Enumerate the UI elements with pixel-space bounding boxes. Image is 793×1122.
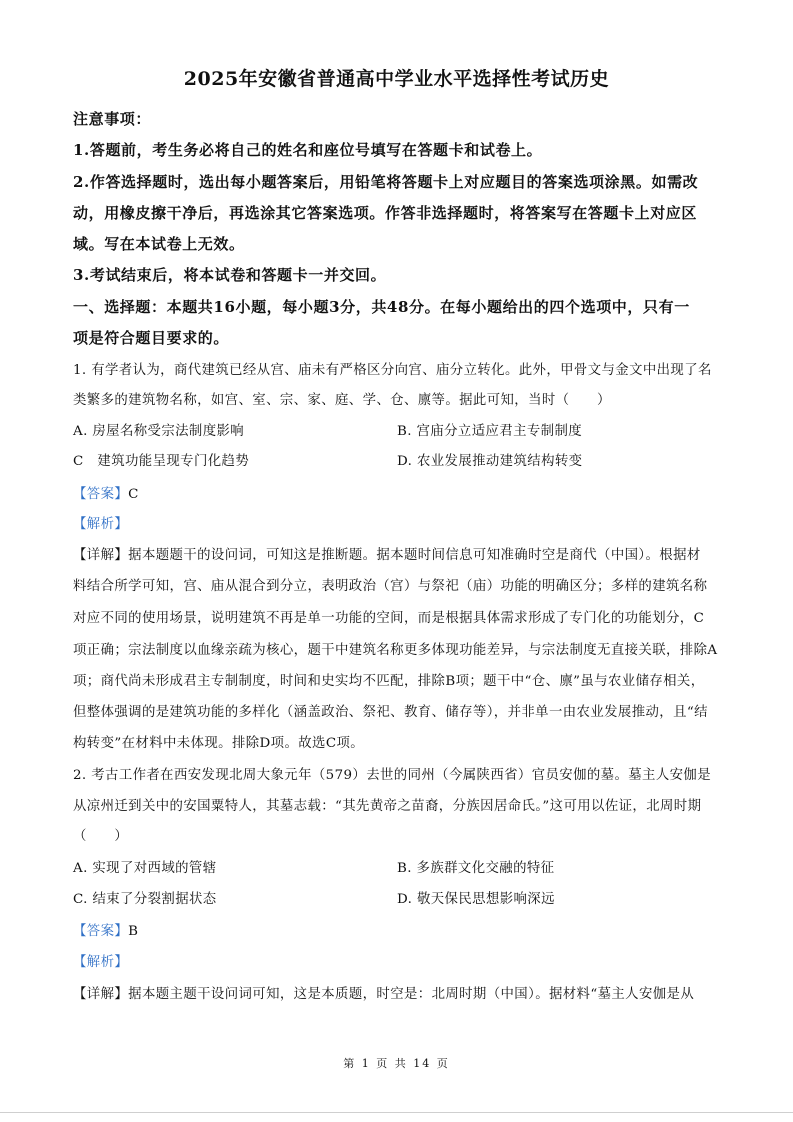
q1-detail-line-4: 项正确；宗法制度以血缘亲疏为核心，题干中建筑名称更多体现功能差异，与宗法制度无直接关联，排除A <box>73 643 718 658</box>
q1-analysis-line <box>73 513 733 532</box>
q1-detail-line-5: 项；商代尚未形成君主专制制度，时间和史实均不匹配，排除B项；题干中“仓、廪”虽与农业储存相关， <box>73 674 705 689</box>
q2-analysis-line <box>73 951 733 970</box>
q2-option-d: D. 敬天保民思想影响深远 <box>397 892 555 907</box>
q1-detail-line-1 <box>73 544 733 563</box>
q2-detail-text-1: 据本题主题干设问词可知，这是本质题，时空是：北周时期（中国）。据材料“墓主人安伽是从 <box>128 987 695 1002</box>
q2-option-a: A. 实现了对西域的管辖 <box>73 861 217 876</box>
page-bottom-divider <box>0 1112 793 1113</box>
q1-stem-line-2: 类繁多的建筑物名称，如宫、室、宗、家、庭、学、仓、廪等。据此可知，当时（ ） <box>73 393 611 408</box>
q1-option-c: C 建筑功能呈现专门化趋势 <box>73 454 250 469</box>
q1-stem-line-1: 1. 有学者认为，商代建筑已经从宫、庙未有严格区分向宫、庙分立转化。此外，甲骨文与金文中出现了名 <box>73 363 712 378</box>
q2-detail-tag: 【详解】 <box>73 987 129 1002</box>
notice-item-3: 3.考试结束后，将本试卷和答题卡一并交回。 <box>73 266 387 284</box>
notice-item-2-line-1: 2.作答选择题时，选出每小题答案后，用铅笔将答题卡上对应题目的答案选项涂黑。如需改 <box>73 173 699 191</box>
page-footer: 第 1 页 共 14 页 <box>343 1057 450 1070</box>
section-heading-line-1: 一、选择题：本题共16小题，每小题3分，共48分。在每小题给出的四个选项中，只有一 <box>73 298 690 316</box>
q1-detail-line-6: 但整体强调的是建筑功能的多样化（涵盖政治、祭祀、教育、储存等），并非单一由农业发展推动，且“结 <box>73 705 708 720</box>
q2-option-c: C. 结束了分裂割据状态 <box>73 892 217 907</box>
q1-answer-tag: 【答案】 <box>73 487 129 502</box>
page-title: 2025年安徽省普通高中学业水平选择性考试历史 <box>183 68 610 90</box>
notice-item-1: 1.答题前，考生务必将自己的姓名和座位号填写在答题卡和试卷上。 <box>73 141 543 159</box>
q1-option-b: B. 宫庙分立适应君主专制制度 <box>397 424 583 439</box>
q2-option-b: B. 多族群文化交融的特征 <box>397 861 555 876</box>
q2-answer-line <box>73 920 733 939</box>
q1-answer-line <box>73 483 733 502</box>
q1-detail-tag: 【详解】 <box>73 548 129 563</box>
q2-answer-tag: 【答案】 <box>73 924 129 939</box>
q1-option-a: A. 房屋名称受宗法制度影响 <box>73 424 245 439</box>
q2-stem-line-2: 从凉州迁到关中的安国粟特人，其墓志载：“其先黄帝之苗裔，分族因居命氏。”这可用以佐证，北周时期 <box>73 799 702 814</box>
q1-option-d: D. 农业发展推动建筑结构转变 <box>397 454 583 469</box>
q2-answer-value: B <box>128 924 139 939</box>
q2-detail-line-1 <box>73 983 733 1002</box>
section-heading-line-2: 项是符合题目要求的。 <box>73 329 230 347</box>
q1-analysis-tag: 【解析】 <box>73 517 129 532</box>
notice-item-2-line-3: 域。写在本试卷上无效。 <box>73 235 245 253</box>
q1-detail-line-2: 料结合所学可知，宫、庙从混合到分立，表明政治（宫）与祭祀（庙）功能的明确区分；多样的建筑名称 <box>73 579 708 594</box>
q1-answer-value: C <box>128 487 139 502</box>
q2-stem-line-3: （ ） <box>73 829 129 844</box>
q1-detail-text-1: 据本题题干的设问词，可知这是推断题。据本题时间信息可知准确时空是商代（中国）。根据材 <box>128 548 701 563</box>
notice-heading: 注意事项： <box>73 110 152 128</box>
notice-item-2-line-2: 动，用橡皮擦干净后，再选涂其它答案选项。作答非选择题时，将答案写在答题卡上对应区 <box>73 204 698 222</box>
q2-stem-line-1: 2. 考古工作者在西安发现北周大象元年（579）去世的同州（今属陕西省）官员安伽的墓。墓主人安伽是 <box>73 768 711 783</box>
q1-detail-line-7: 构转变”在材料中未体现。排除D项。故选C项。 <box>73 736 365 751</box>
q2-analysis-tag: 【解析】 <box>73 955 129 970</box>
q1-detail-line-3: 对应不同的使用场景，说明建筑不再是单一功能的空间，而是根据具体需求形成了专门化的功能划分，C <box>73 611 705 626</box>
